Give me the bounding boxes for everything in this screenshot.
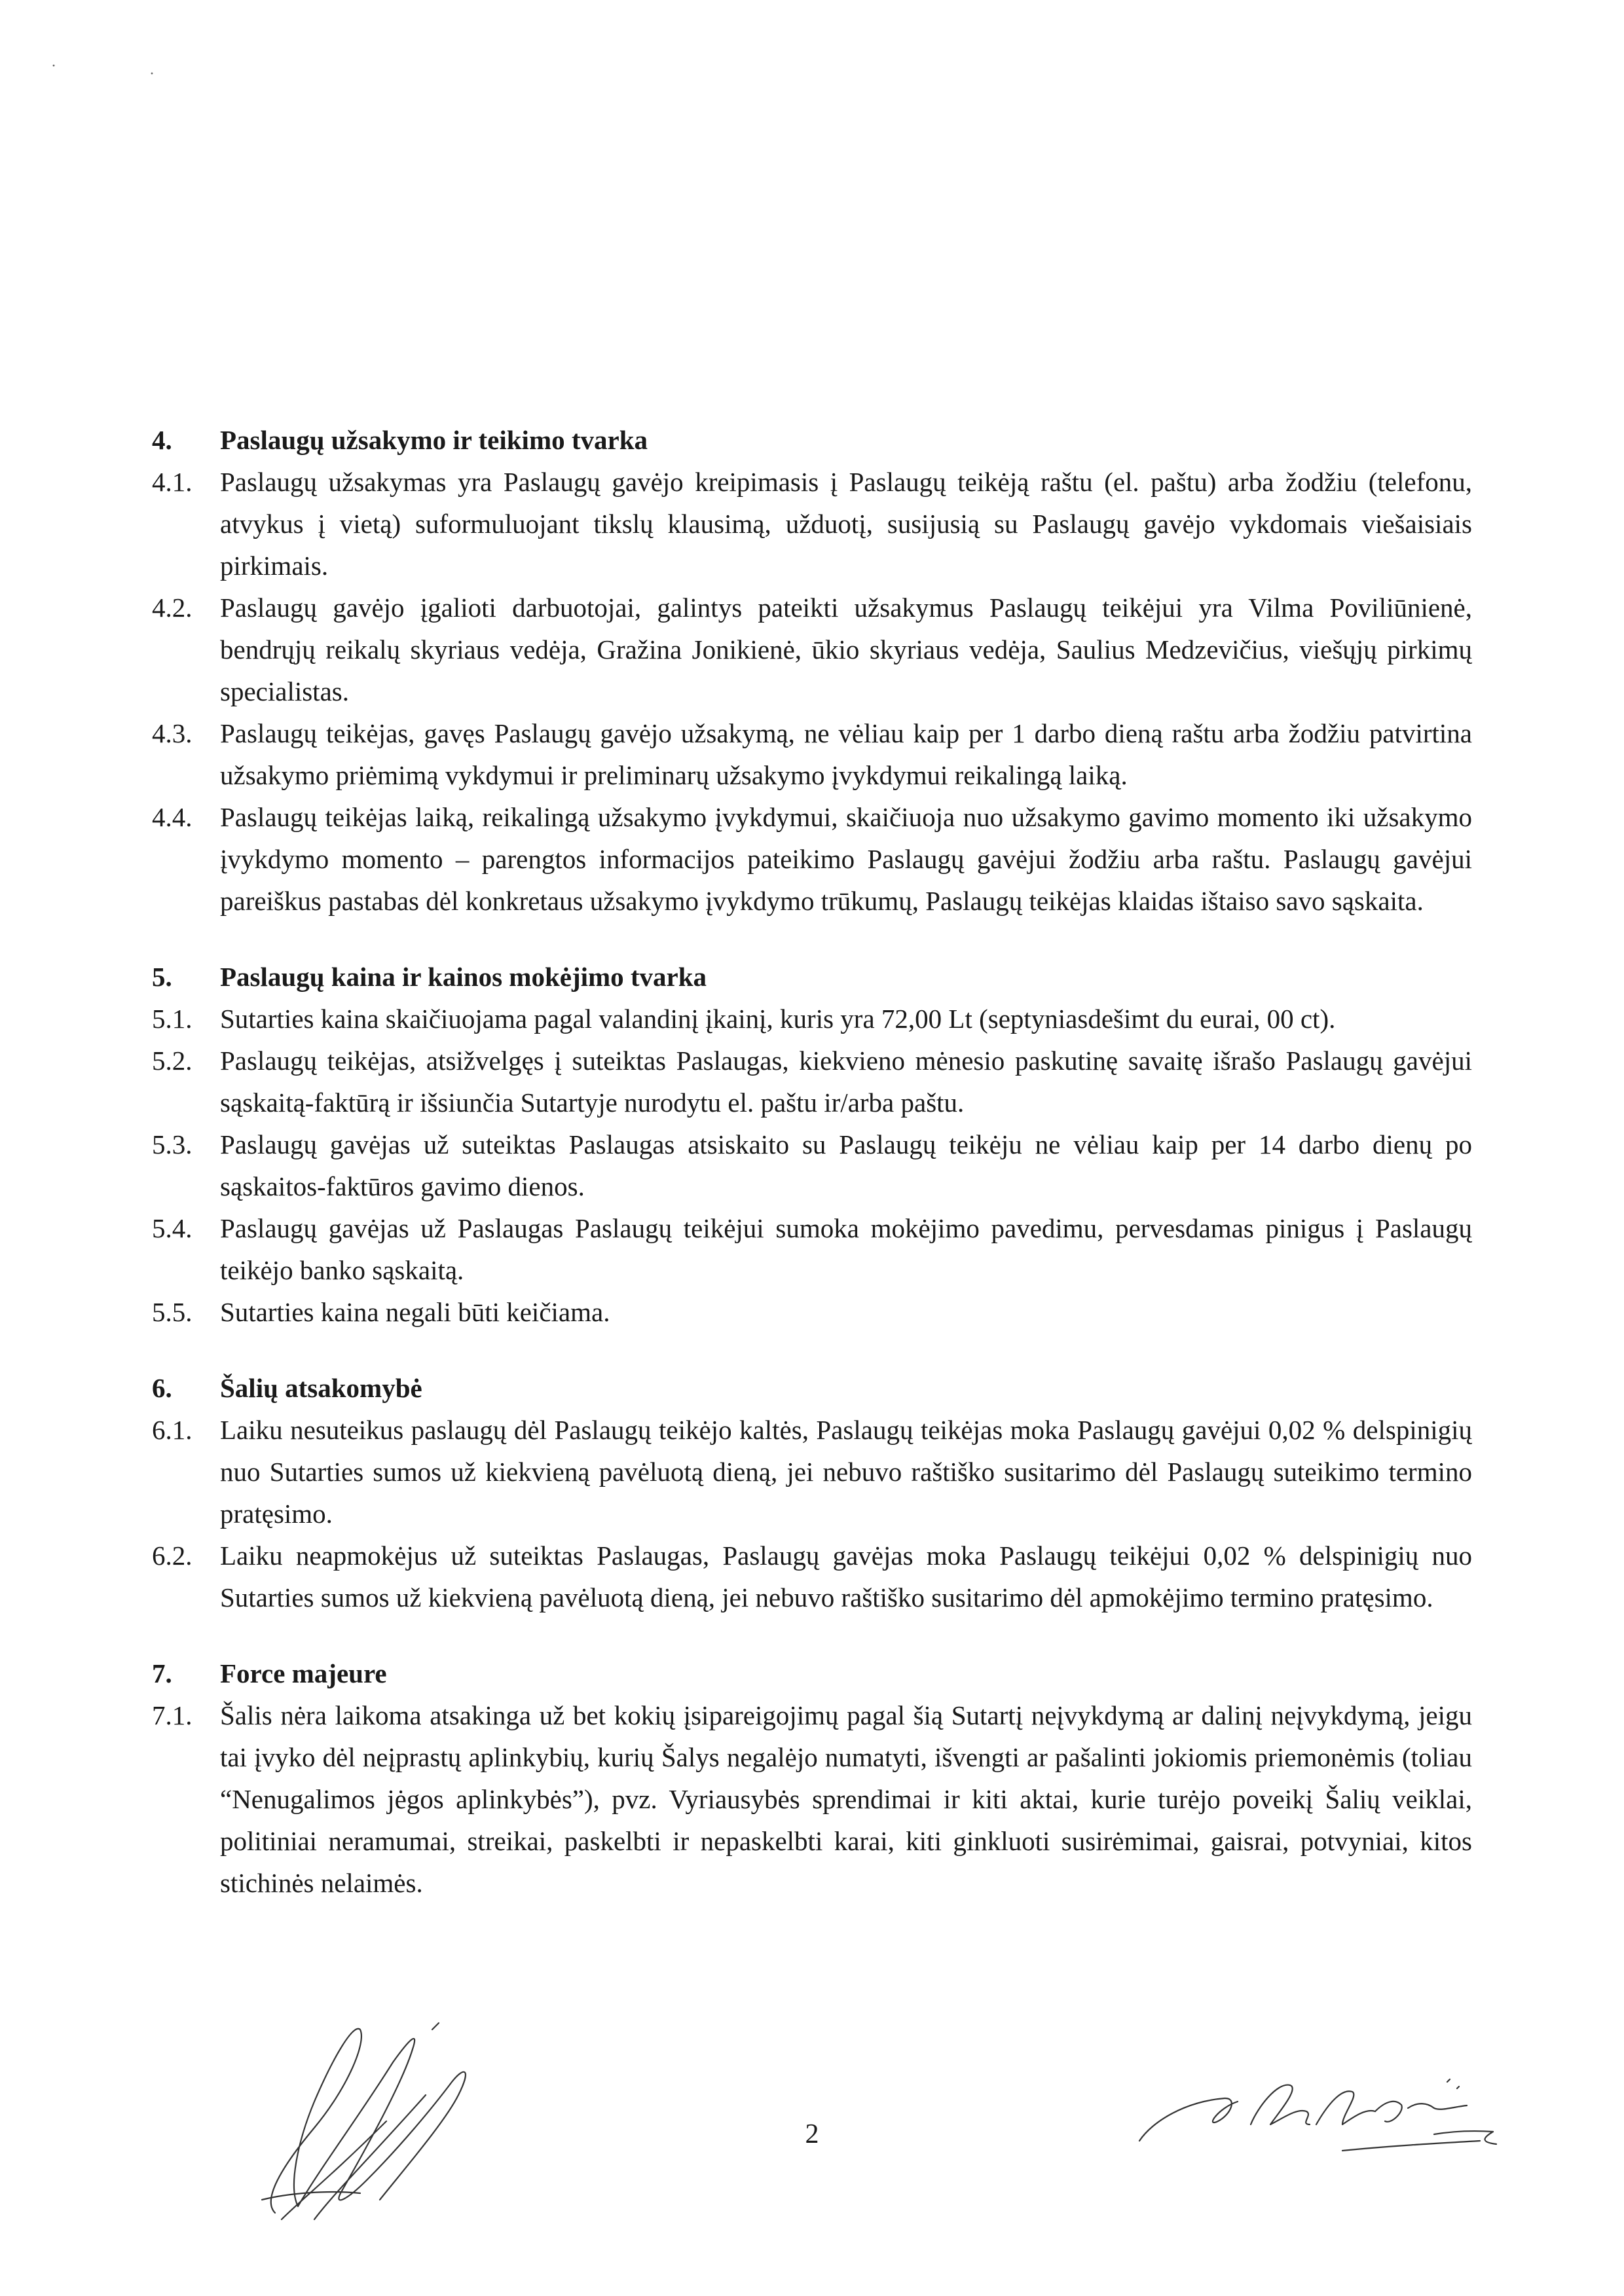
clause-number: 4.2. [152,592,193,623]
signature-right-icon [1126,2062,1519,2167]
clause [152,587,1472,712]
section-heading [152,1652,1472,1694]
section-title: Paslaugų kaina ir kainos mokėjimo tvarka [220,962,707,992]
clause-number: 7.1. [152,1700,193,1730]
clause-text: Laiku nesuteikus paslaugų dėl Paslaugų teikėjo kaltės, Paslaugų teikėjas moka Paslaugų gavėjui 0,02 % delspinigių nuo Sutarties sumos už kiekvieną pavėluotą dieną, jei nebuvo raštiško susitarimo dėl Paslaugų suteikimo termino pratęsimo. [220,1415,1472,1529]
clause-number: 4.4. [152,802,193,832]
clause [152,1123,1472,1207]
clause [152,1535,1472,1618]
section-number: 7. [152,1658,172,1688]
clause-text: Paslaugų teikėjas, atsižvelgęs į suteiktas Paslaugas, kiekvieno mėnesio paskutinę savaitę išrašo Paslaugų gavėjui sąskaitą-faktūrą ir išsiunčia Sutartyje nurodytu el. paštu ir/arba paštu. [220,1046,1472,1118]
clause [152,1409,1472,1535]
section-heading [152,419,1472,461]
section-title: Šalių atsakomybė [220,1373,422,1403]
clause [152,712,1472,796]
clause-text: Laiku neapmokėjus už suteiktas Paslaugas, Paslaugų gavėjas moka Paslaugų teikėjui 0,02 % delspinigių nuo Sutarties sumos už kiekvieną pavėluotą dieną, jei nebuvo raštiško susitarimo dėl apmokėjimo termino pratęsimo. [220,1540,1472,1613]
clause-number: 5.2. [152,1046,193,1076]
section-5 [152,956,1472,1333]
clause [152,1694,1472,1904]
section-7 [152,1652,1472,1904]
clause-text: Paslaugų gavėjas už Paslaugas Paslaugų teikėjui sumoka mokėjimo pavedimu, pervesdamas pinigus į Paslaugų teikėjo banko sąskaitą. [220,1213,1472,1285]
clause [152,998,1472,1040]
clause-text: Paslaugų užsakymas yra Paslaugų gavėjo kreipimasis į Paslaugų teikėją raštu (el. paštu) arba žodžiu (telefonu, atvykus į vietą) suformuluojant tikslų klausimą, užduotį, susijusią su Paslaugų gavėjo vykdomais viešaisiais pirkimais. [220,467,1472,581]
section-heading [152,1367,1472,1409]
clause-number: 6.2. [152,1540,193,1571]
clause [152,461,1472,587]
clause-text: Sutarties kaina skaičiuojama pagal valandinį įkainį, kuris yra 72,00 Lt (septyniasdešimt du eurai, 00 ct). [220,1004,1336,1034]
section-heading [152,956,1472,998]
page-number: 2 [805,2119,819,2149]
scan-speck: · [149,65,155,82]
signature-left-icon [236,2003,524,2239]
clause-text: Paslaugų teikėjas laiką, reikalingą užsakymo įvykdymui, skaičiuoja nuo užsakymo gavimo momento iki užsakymo įvykdymo momento – parengtos informacijos pateikimo Paslaugų gavėjui žodžiu arba raštu. Paslaugų gavėjui pareiškus pastabas dėl konkretaus užsakymo įvykdymo trūkumų, Paslaugų teikėjas klaidas ištaiso savo sąskaita. [220,802,1472,916]
clause [152,1040,1472,1123]
section-number: 5. [152,962,172,992]
clause-number: 6.1. [152,1415,193,1445]
section-number: 6. [152,1373,172,1403]
section-title: Force majeure [220,1658,387,1688]
clause [152,796,1472,922]
section-6 [152,1367,1472,1618]
clause-text: Paslaugų teikėjas, gavęs Paslaugų gavėjo užsakymą, ne vėliau kaip per 1 darbo dieną raštu arba žodžiu patvirtina užsakymo priėmimą vykdymui ir preliminarų užsakymo įvykdymui reikalingą laiką. [220,718,1472,790]
section-4 [152,419,1472,922]
section-title: Paslaugų užsakymo ir teikimo tvarka [220,425,648,455]
document-body [152,419,1472,1938]
clause [152,1207,1472,1291]
clause-number: 4.1. [152,467,193,497]
clause-text: Sutarties kaina negali būti keičiama. [220,1297,610,1327]
section-number: 4. [152,425,172,455]
clause-number: 4.3. [152,718,193,748]
scan-speck: · [51,58,56,75]
clause-number: 5.4. [152,1213,193,1243]
clause-text: Paslaugų gavėjo įgalioti darbuotojai, galintys pateikti užsakymus Paslaugų teikėjui yra Vilma Poviliūnienė, bendrųjų reikalų skyriaus vedėja, Gražina Jonikienė, ūkio skyriaus vedėja, Saulius Medzevičius, viešųjų pirkimų specialistas. [220,592,1472,706]
clause-number: 5.1. [152,1004,193,1034]
clause [152,1291,1472,1333]
clause-number: 5.3. [152,1129,193,1159]
clause-text: Paslaugų gavėjas už suteiktas Paslaugas atsiskaito su Paslaugų teikėju ne vėliau kaip per 14 darbo dienų po sąskaitos-faktūros gavimo dienos. [220,1129,1472,1201]
clause-number: 5.5. [152,1297,193,1327]
clause-text: Šalis nėra laikoma atsakinga už bet kokių įsipareigojimų pagal šią Sutartį neįvykdymą ar dalinį neįvykdymą, jeigu tai įvyko dėl neįprastų aplinkybių, kurių Šalys negalėjo numatyti, išvengti ar pašalinti jokiomis priemonėmis (toliau “Nenugalimos jėgos aplinkybės”), pvz. Vyriausybės sprendimai ir kiti aktai, kurie turėjo poveikį Šalių veiklai, politiniai neramumai, streikai, paskelbti ir nepaskelbti karai, kiti ginkluoti susirėmimai, gaisrai, potvyniai, kitos stichinės nelaimės. [220,1700,1472,1898]
